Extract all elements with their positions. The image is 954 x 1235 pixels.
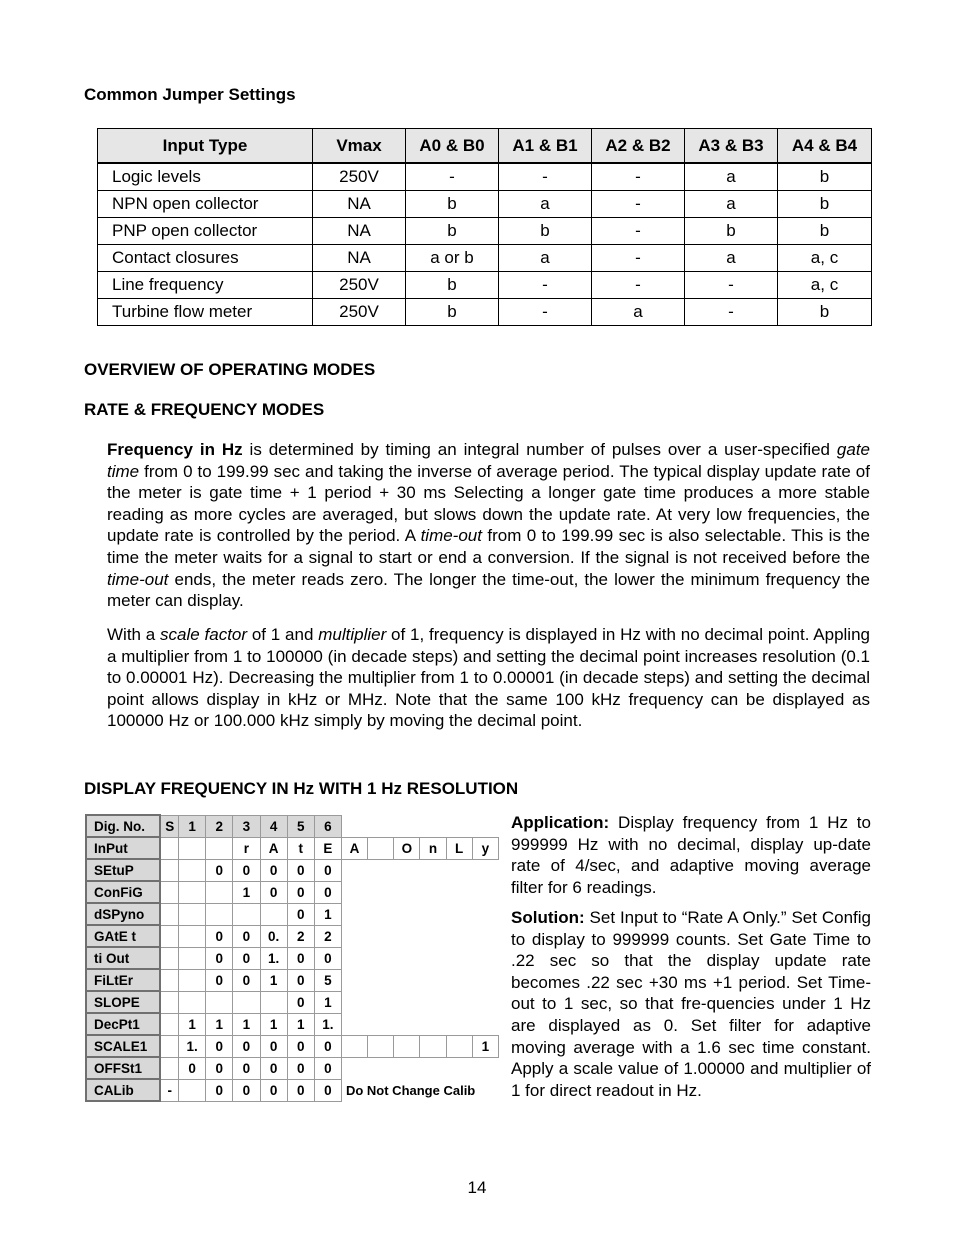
header-vmax: Vmax — [313, 129, 406, 164]
digit-cell — [179, 881, 206, 903]
header-s: S — [160, 815, 178, 837]
config-row-slope — [86, 991, 499, 1013]
table-cell: b — [685, 218, 778, 245]
config-row-decpt — [86, 1013, 499, 1035]
table-cell: Contact closures — [98, 245, 313, 272]
digit-cell: 1 — [179, 1013, 206, 1035]
table-row — [98, 272, 872, 299]
extra-cell — [446, 1035, 472, 1057]
digit-cell: 0 — [314, 1057, 341, 1079]
blank-cell — [341, 969, 498, 991]
digit-cell: 0 — [206, 859, 233, 881]
table-cell: Logic levels — [98, 163, 313, 191]
digit-cell: 1. — [179, 1035, 206, 1057]
digit-cell: 0 — [206, 969, 233, 991]
digit-cell: 0 — [206, 925, 233, 947]
table-cell: b — [778, 218, 872, 245]
digit-cell — [160, 903, 178, 925]
header-a3-b3: A3 & B3 — [685, 129, 778, 164]
config-row-setup — [86, 859, 499, 881]
config-row-config — [86, 881, 499, 903]
table-cell: b — [406, 299, 499, 326]
digit-cell: 0 — [206, 947, 233, 969]
table-cell: a — [592, 299, 685, 326]
display-frequency-heading: DISPLAY FREQUENCY IN Hz WITH 1 Hz RESOLUTION — [84, 779, 519, 798]
digit-cell — [179, 903, 206, 925]
digit-cell — [160, 947, 178, 969]
digit-cell: 0 — [260, 1057, 287, 1079]
table-cell: - — [685, 299, 778, 326]
header-4: 4 — [260, 815, 287, 837]
table-cell: a — [499, 245, 592, 272]
param-name: SEtuP — [86, 859, 160, 881]
table-cell: 250V — [313, 163, 406, 191]
digit-cell — [160, 969, 178, 991]
table-cell: a or b — [406, 245, 499, 272]
table-cell: NA — [313, 245, 406, 272]
header-5: 5 — [287, 815, 314, 837]
table-cell: - — [499, 272, 592, 299]
table-cell: 250V — [313, 272, 406, 299]
config-row-scale — [86, 1035, 499, 1057]
param-name: GAtE t — [86, 925, 160, 947]
digit-cell: 1 — [233, 1013, 260, 1035]
table-cell: a — [685, 191, 778, 218]
digit-cell: 1. — [314, 1013, 341, 1035]
digit-cell: 0 — [287, 991, 314, 1013]
config-row-input — [86, 837, 499, 859]
extra-cell — [394, 1035, 420, 1057]
digit-cell: 1 — [287, 1013, 314, 1035]
application-paragraph: Application: Display frequency from 1 Hz to 999999 Hz with no decimal, display up-date rate of 4/sec, and adaptive moving average filter for 6 readings. — [511, 813, 871, 897]
table-row — [98, 191, 872, 218]
digit-cell: 0 — [233, 925, 260, 947]
table-cell: - — [592, 191, 685, 218]
digit-cell: 0 — [179, 1057, 206, 1079]
blank-cell — [341, 815, 498, 837]
table-cell: - — [592, 245, 685, 272]
param-name: ConFiG — [86, 881, 160, 903]
digit-cell: 0 — [314, 947, 341, 969]
digit-cell: 2 — [314, 925, 341, 947]
digit-cell: 0 — [287, 947, 314, 969]
digit-cell: - — [160, 1079, 178, 1101]
table-cell: - — [592, 218, 685, 245]
digit-cell — [179, 991, 206, 1013]
config-row-offset — [86, 1057, 499, 1079]
digit-cell: 1 — [206, 1013, 233, 1035]
digit-cell: 1. — [260, 947, 287, 969]
table-cell: b — [778, 163, 872, 191]
digit-cell: 1 — [314, 903, 341, 925]
extra-cell: y — [472, 837, 498, 859]
digit-cell: 0 — [287, 1057, 314, 1079]
table-cell: b — [778, 191, 872, 218]
digit-cell: 0 — [314, 1079, 341, 1101]
digit-cell: 0 — [233, 859, 260, 881]
digit-cell: 0 — [233, 969, 260, 991]
digit-cell — [206, 837, 233, 859]
table-cell: b — [499, 218, 592, 245]
digit-cell: 0 — [206, 1079, 233, 1101]
table-cell: - — [592, 272, 685, 299]
table-cell: b — [406, 191, 499, 218]
header-2: 2 — [206, 815, 233, 837]
jumper-settings-table — [97, 128, 872, 326]
config-header-row — [86, 815, 499, 837]
digit-cell — [179, 947, 206, 969]
digit-cell: 0 — [287, 969, 314, 991]
blank-cell — [341, 881, 498, 903]
digit-cell: 0 — [287, 903, 314, 925]
table-cell: b — [778, 299, 872, 326]
param-name: OFFSt1 — [86, 1057, 160, 1079]
digit-cell: 0 — [287, 1035, 314, 1057]
digit-cell — [206, 991, 233, 1013]
frequency-paragraph: Frequency in Hz is determined by timing an integral number of pulses over a user-specified gate time from 0 to 199.99 sec and taking the inverse of average period. The typical display update rate of the meter is gate time + 1 period + 30 ms Selecting a longer gate time produces a more stable reading as more cycles are averaged, but slows down the update rate. At very low frequencies, the update rate is controlled by the period. A time-out from 0 to 199.99 sec is also selectable. This is the time the meter waits for a signal to start or end a conversion. If the signal is not received before the time-out ends, the meter reads zero. The longer the time-out, the lower the minimum frequency the meter can display. — [107, 440, 870, 611]
extra-cell: 1 — [472, 1035, 498, 1057]
calib-note: Do Not Change Calib — [345, 1082, 476, 1098]
table-row — [98, 245, 872, 272]
digit-cell: 1 — [260, 1013, 287, 1035]
table-cell: - — [685, 272, 778, 299]
digit-cell — [179, 969, 206, 991]
digit-cell: 0 — [206, 1035, 233, 1057]
table-cell: a — [499, 191, 592, 218]
extra-cell: n — [420, 837, 446, 859]
digit-cell — [233, 903, 260, 925]
blank-cell — [341, 1057, 498, 1079]
header-a1-b1: A1 & B1 — [499, 129, 592, 164]
header-3: 3 — [233, 815, 260, 837]
digit-cell — [179, 837, 206, 859]
table-cell: b — [406, 272, 499, 299]
digit-cell: A — [260, 837, 287, 859]
digit-cell — [160, 881, 178, 903]
digit-cell — [206, 903, 233, 925]
table-row — [98, 218, 872, 245]
param-name: CALib — [86, 1079, 160, 1101]
table-cell: Turbine flow meter — [98, 299, 313, 326]
header-dig-no: Dig. No. — [86, 815, 160, 837]
table-cell: a, c — [778, 272, 872, 299]
digit-cell — [160, 1013, 178, 1035]
header-6: 6 — [314, 815, 341, 837]
table-cell: NPN open collector — [98, 191, 313, 218]
digit-cell — [179, 925, 206, 947]
header-input-type: Input Type — [98, 129, 313, 164]
extra-cell: O — [394, 837, 420, 859]
table-cell: 250V — [313, 299, 406, 326]
blank-cell — [341, 903, 498, 925]
digit-cell — [160, 859, 178, 881]
digit-cell: 0 — [287, 859, 314, 881]
digit-cell: 0. — [260, 925, 287, 947]
digit-cell: 0 — [260, 1035, 287, 1057]
digit-cell: 0 — [233, 1057, 260, 1079]
table-cell: - — [499, 299, 592, 326]
header-1: 1 — [179, 815, 206, 837]
table-cell: NA — [313, 191, 406, 218]
digit-cell: 0 — [233, 947, 260, 969]
digit-cell — [160, 1035, 178, 1057]
config-row-dspyno — [86, 903, 499, 925]
table-cell: PNP open collector — [98, 218, 313, 245]
table-cell: Line frequency — [98, 272, 313, 299]
digit-cell — [160, 837, 178, 859]
digit-cell — [206, 881, 233, 903]
digit-cell: 0 — [287, 1079, 314, 1101]
table-row — [98, 163, 872, 191]
blank-cell — [341, 925, 498, 947]
digit-cell: 0 — [233, 1079, 260, 1101]
blank-cell — [341, 1013, 498, 1035]
digit-cell: 0 — [314, 859, 341, 881]
table-cell: a, c — [778, 245, 872, 272]
jumper-heading: Common Jumper Settings — [84, 85, 296, 104]
digit-cell — [260, 991, 287, 1013]
digit-cell: 0 — [314, 881, 341, 903]
digit-cell — [179, 1079, 206, 1101]
table-cell: NA — [313, 218, 406, 245]
digit-cell: r — [233, 837, 260, 859]
header-a4-b4: A4 & B4 — [778, 129, 872, 164]
config-row-calib — [86, 1079, 499, 1101]
digit-cell: 0 — [260, 881, 287, 903]
extra-cell — [368, 837, 394, 859]
application-label: Application: — [511, 813, 610, 832]
digit-cell: 0 — [260, 859, 287, 881]
frequency-term: Frequency in Hz — [107, 440, 243, 459]
scale-factor-paragraph: With a scale factor of 1 and multiplier of 1, frequency is displayed in Hz with no decimal point. Appling a multiplier from 1 to 100000 (in decade steps) and setting the decimal point increases resolution (0.1 to 0.00001 Hz). Decreasing the multiplier from 1 to 0.00001 (in decade steps) and setting the decimal point allows display in kHz or MHz. Note that the same 100 kHz frequency can be displayed as 100000 Hz or 100.000 kHz simply by moving the decimal point. — [107, 625, 870, 731]
table-row — [98, 299, 872, 326]
extra-cell: A — [341, 837, 367, 859]
digit-cell: 0 — [233, 1035, 260, 1057]
jumper-table-header-row — [98, 129, 872, 164]
config-row-gate — [86, 925, 499, 947]
config-row-filter — [86, 969, 499, 991]
digit-cell — [233, 991, 260, 1013]
configuration-table — [85, 814, 499, 1102]
table-cell: - — [406, 163, 499, 191]
digit-cell: 0 — [206, 1057, 233, 1079]
solution-paragraph: Solution: Set Input to “Rate A Only.” Set Config to display to 999999 counts. Set Gate Time to .22 sec so that the display update rate becomes .22 sec +30 ms +1 period. Set Time-out to 1 sec, so that fre-quencies under 1 Hz are displayed as 0. Set filter for adaptive moving average with a 1.6 sec time constant. Apply a scale value of 1.00000 and multiplier of 1 for direct readout in Hz. — [511, 908, 871, 1100]
blank-cell — [341, 859, 498, 881]
param-name: ti Out — [86, 947, 160, 969]
table-cell: a — [685, 163, 778, 191]
extra-cell — [341, 1035, 367, 1057]
digit-cell — [160, 991, 178, 1013]
table-cell: - — [499, 163, 592, 191]
digit-cell — [260, 903, 287, 925]
digit-cell: 2 — [287, 925, 314, 947]
table-cell: b — [406, 218, 499, 245]
digit-cell: 1 — [260, 969, 287, 991]
param-name: SCALE1 — [86, 1035, 160, 1057]
extra-cell — [368, 1035, 394, 1057]
header-a0-b0: A0 & B0 — [406, 129, 499, 164]
param-name: SLOPE — [86, 991, 160, 1013]
digit-cell: 5 — [314, 969, 341, 991]
page-number: 14 — [467, 1178, 487, 1197]
digit-cell: 0 — [314, 1035, 341, 1057]
extra-cell: L — [446, 837, 472, 859]
digit-cell — [160, 1057, 178, 1079]
param-name: InPut — [86, 837, 160, 859]
digit-cell — [179, 859, 206, 881]
digit-cell: 0 — [287, 881, 314, 903]
blank-cell — [341, 991, 498, 1013]
digit-cell: 1 — [233, 881, 260, 903]
rate-modes-heading: RATE & FREQUENCY MODES — [84, 400, 325, 419]
digit-cell: E — [314, 837, 341, 859]
digit-cell: 1 — [314, 991, 341, 1013]
overview-heading: OVERVIEW OF OPERATING MODES — [84, 360, 376, 379]
digit-cell — [160, 925, 178, 947]
extra-cell — [420, 1035, 446, 1057]
blank-cell — [341, 947, 498, 969]
header-a2-b2: A2 & B2 — [592, 129, 685, 164]
digit-cell: t — [287, 837, 314, 859]
table-cell: - — [592, 163, 685, 191]
config-row-timeout — [86, 947, 499, 969]
solution-label: Solution: — [511, 908, 585, 927]
table-cell: a — [685, 245, 778, 272]
param-name: dSPyno — [86, 903, 160, 925]
digit-cell: 0 — [260, 1079, 287, 1101]
param-name: FiLtEr — [86, 969, 160, 991]
param-name: DecPt1 — [86, 1013, 160, 1035]
